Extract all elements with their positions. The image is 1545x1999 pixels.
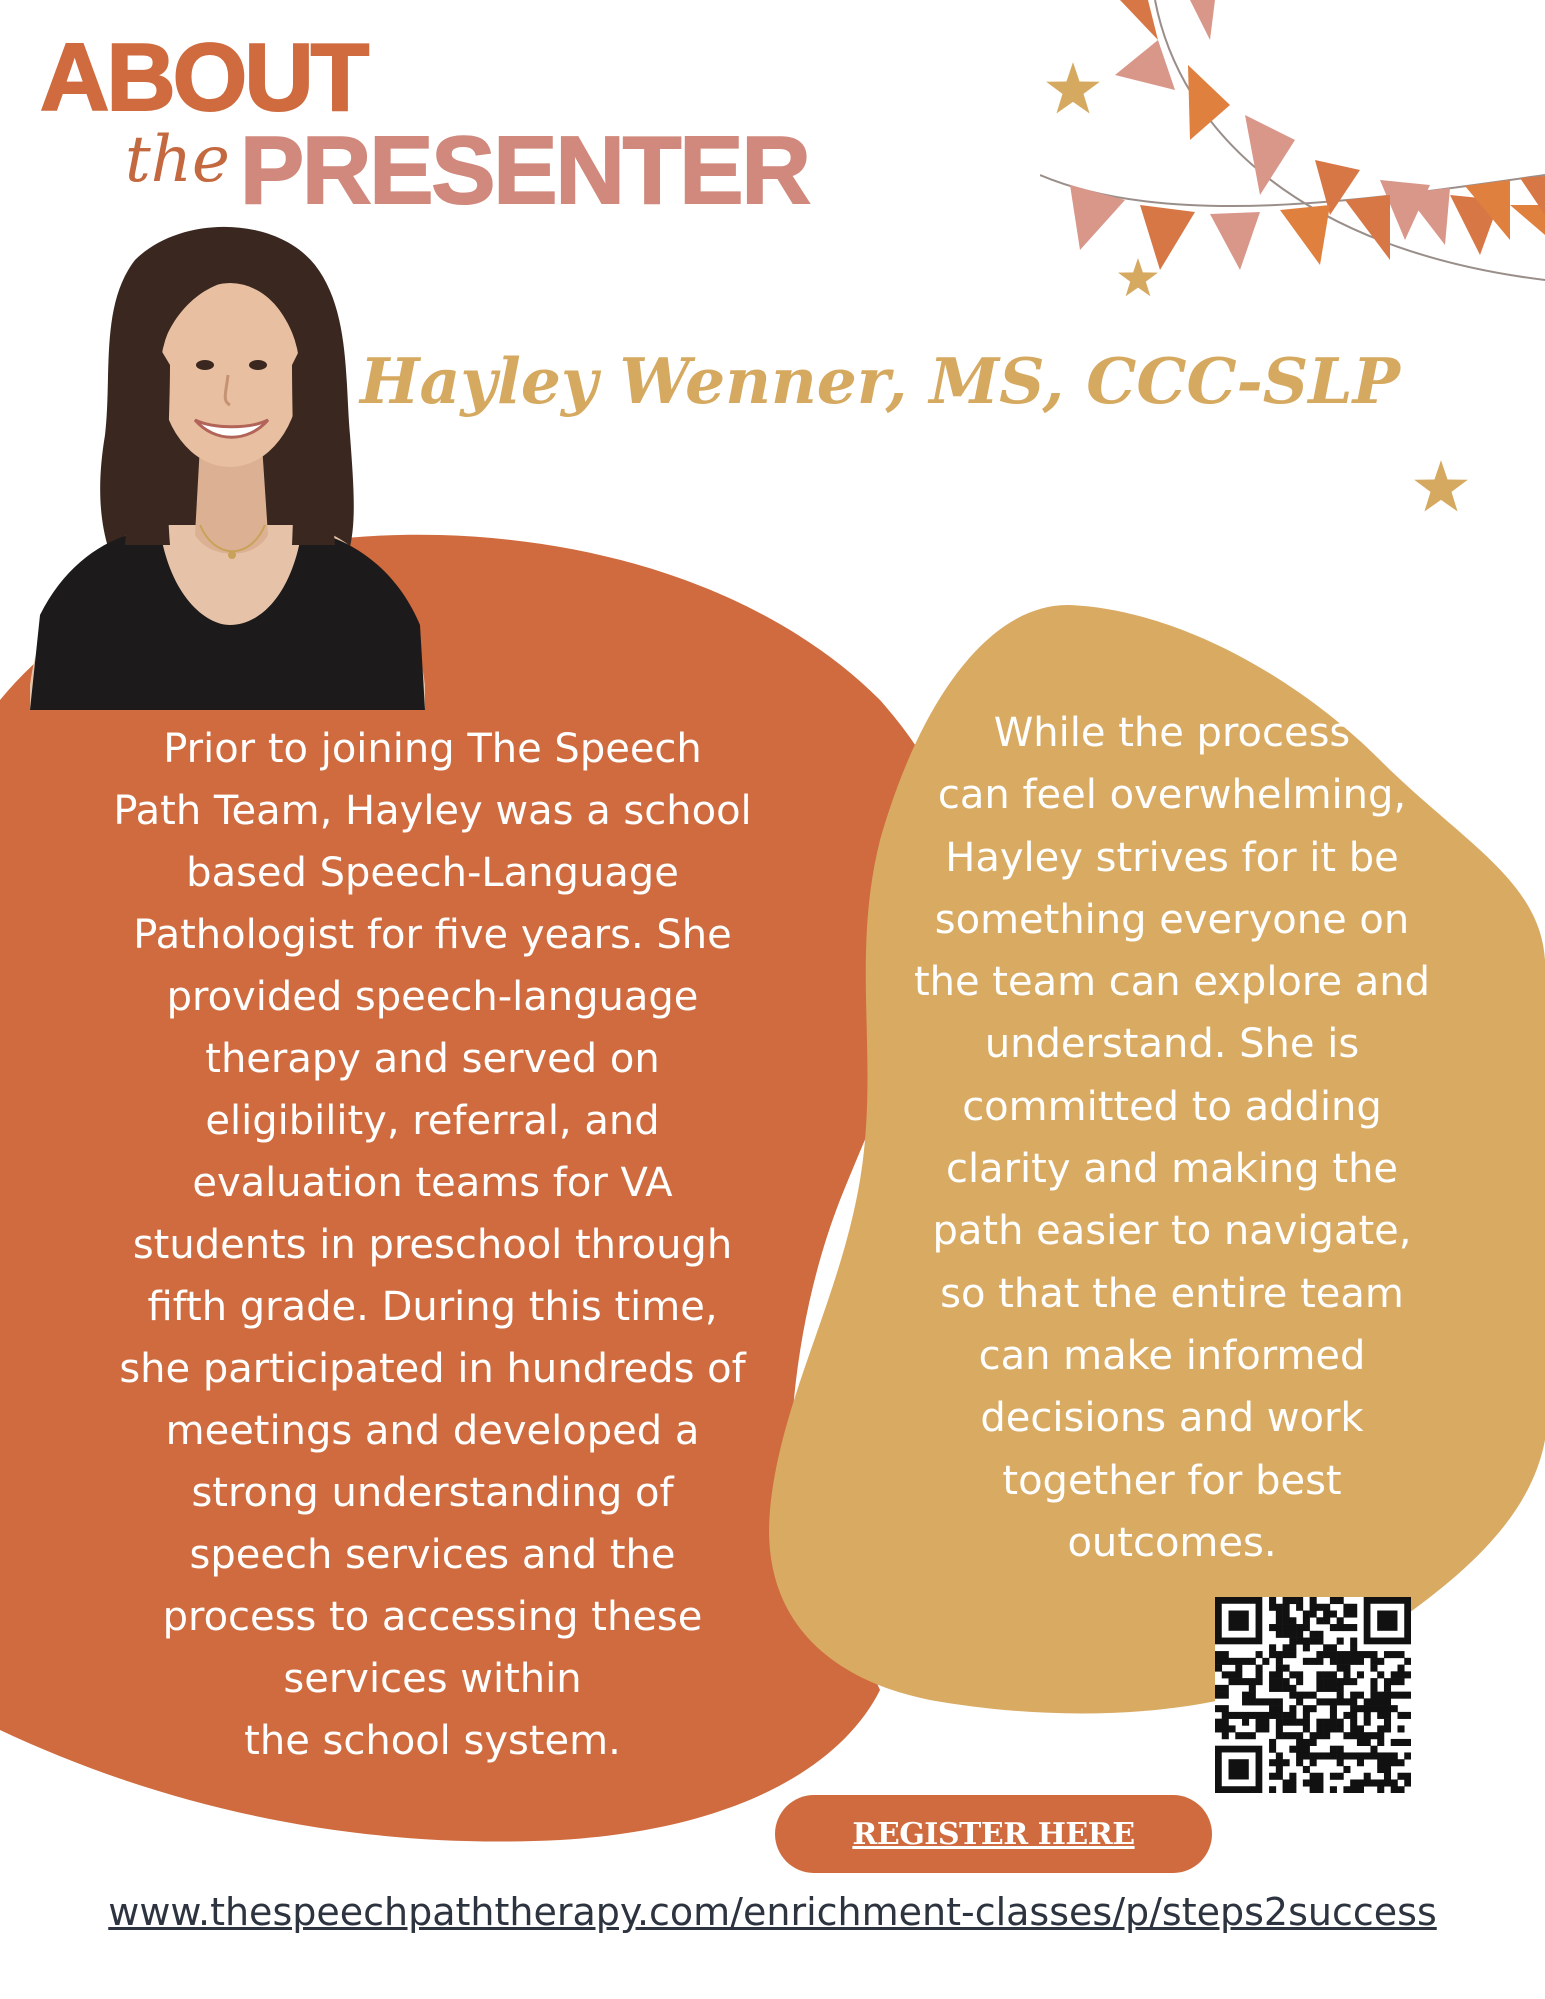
- bio-line: based Speech-Language: [186, 850, 679, 896]
- bio-line: committed to adding: [962, 1083, 1382, 1130]
- bio-line: strong understanding of: [191, 1470, 674, 1516]
- star-icon: [1117, 258, 1159, 298]
- bio-line: decisions and work: [980, 1395, 1364, 1442]
- bio-line: students in preschool through: [132, 1222, 733, 1268]
- title-about: ABOUT: [40, 24, 367, 131]
- bio-line: path easier to navigate,: [932, 1208, 1412, 1255]
- bio-line: together for best: [1002, 1457, 1342, 1504]
- star-icon: [1413, 460, 1469, 514]
- bio-line: eligibility, referral, and: [205, 1098, 660, 1144]
- bio-line: Prior to joining The Speech: [163, 726, 702, 772]
- bio-line: services within: [283, 1656, 582, 1702]
- bio-line: While the process: [993, 710, 1351, 756]
- presenter-photo: [30, 215, 425, 710]
- presenter-name: Hayley Wenner, MS, CCC-SLP: [360, 344, 1400, 418]
- bio-line: Hayley strives for it be: [945, 834, 1399, 881]
- bio-line: outcomes.: [1067, 1519, 1277, 1566]
- bio-line: provided speech-language: [166, 974, 699, 1020]
- bio-line: speech services and the: [189, 1532, 676, 1578]
- bio-line: meetings and developed a: [165, 1408, 700, 1454]
- website-link[interactable]: www.thespeechpaththerapy.com/enrichment-classes/p/steps2success: [108, 1890, 1437, 1934]
- bio-line: process to accessing these: [162, 1594, 703, 1640]
- bunting-banner: [1040, 0, 1545, 360]
- bio-line: clarity and making the: [945, 1146, 1399, 1193]
- title-presenter: PRESENTER: [240, 117, 809, 224]
- bio-line: fifth grade. During this time,: [147, 1284, 718, 1330]
- bio-line: the school system.: [244, 1718, 621, 1764]
- bio-left-paragraph: [80, 718, 785, 1772]
- register-button-label: REGISTER HERE: [852, 1816, 1135, 1852]
- bio-line: she participated in hundreds of: [119, 1346, 746, 1392]
- bio-line: Path Team, Hayley was a school: [113, 788, 752, 834]
- bio-line: evaluation teams for VA: [192, 1160, 673, 1206]
- bio-line: so that the entire team: [940, 1270, 1404, 1317]
- bio-line: can make informed: [978, 1332, 1366, 1379]
- bio-line: the team can explore and: [913, 959, 1431, 1006]
- star-icon: [1045, 62, 1101, 116]
- bio-line: therapy and served on: [205, 1036, 660, 1082]
- bio-line: can feel overwhelming,: [937, 772, 1407, 819]
- bio-right-paragraph: [882, 702, 1462, 1574]
- bio-line: Pathologist for five years. She: [133, 912, 732, 958]
- bio-line: something everyone on: [934, 896, 1410, 943]
- qr-code[interactable]: [1215, 1597, 1411, 1793]
- register-button[interactable]: [775, 1795, 1212, 1873]
- bio-line: understand. She is: [984, 1021, 1360, 1068]
- title-the: the: [125, 123, 230, 197]
